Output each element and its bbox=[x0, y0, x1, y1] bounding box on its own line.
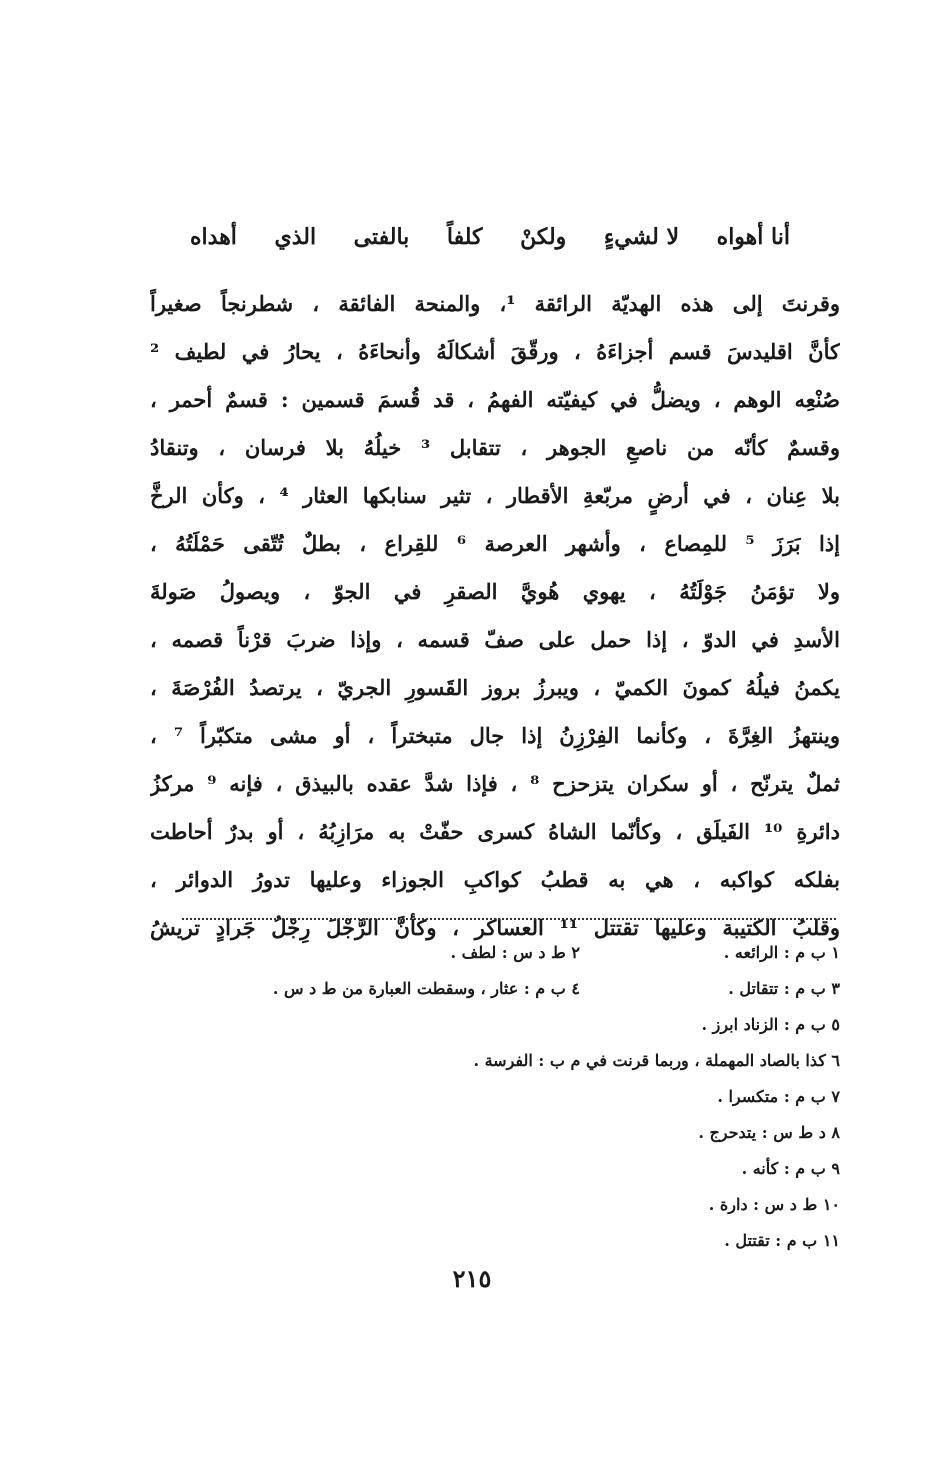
text-line: كأنَّ اقليدسَ قسم أجزاءَهُ ، ورقّقَ أشكالَهُ وأنحاءَهُ ، يحارُ في لطيف ² bbox=[150, 339, 840, 364]
footnote-row bbox=[150, 1151, 840, 1187]
text-line: وقلبُ الكتيبة وعليها تقتتل ¹¹ العساكر ، وكأنَّ الرَّجْلَ رِجْلُ جَرادٍ تريشُ bbox=[150, 915, 840, 940]
verse-word: الذي bbox=[274, 224, 317, 250]
footnote: ٧ ب م : متكسرا . bbox=[717, 1087, 840, 1106]
footnotes bbox=[150, 935, 840, 1259]
footnote: ١ ب م : الرائعه . bbox=[723, 943, 840, 962]
text-line: وينتهزُ الغِرَّةَ ، وكأنما الفِرْزِنُ إذا جال متبختراً ، أو مشى متكبّراً ⁷ ، bbox=[150, 723, 840, 748]
text-line: بفلكه كواكبه ، هي به قطبُ كواكبِ الجوزاء وعليها تدورُ الدوائر ، bbox=[150, 867, 840, 892]
footnote: ٦ كذا بالصاد المهملة ، وربما قرنت في م ب : الفرسة . bbox=[473, 1051, 840, 1070]
text-line: وقسمٌ كأنّه من ناصعِ الجوهر ، تتقابل ³ خيلُهُ بلا فرسان ، وتنقادُ bbox=[150, 435, 840, 460]
text-line: وقرنتَ إلى هذه الهديّة الرائقة ¹، والمنحة الفائقة ، شطرنجاً صغيراً bbox=[150, 291, 840, 316]
poem-verse bbox=[190, 212, 790, 262]
footnote-row bbox=[150, 1079, 840, 1115]
footnote: ٥ ب م : الزناد ابرز . bbox=[701, 1015, 840, 1034]
footnote-row bbox=[150, 1007, 840, 1043]
verse-word: أهداه bbox=[190, 224, 237, 250]
text-line: صُنْعِه الوهم ، ويضلُّ في كيفيّته الفهمُ ، قد قُسمَ قسمين : قسمٌ أحمر ، bbox=[150, 387, 840, 412]
verse-word: بالفتى bbox=[353, 224, 410, 250]
footnote: ٨ د ط س : يتدحرج . bbox=[698, 1123, 840, 1142]
footnote: ٢ ط د س : لطف . bbox=[450, 943, 580, 962]
text-line: إذا بَرَزَ ⁵ للمِصاع ، وأشهر العرصة ⁶ للقِراع ، بطلٌ تُتّقى حَمْلَتُهُ ، bbox=[150, 531, 840, 556]
footnote-row bbox=[150, 1115, 840, 1151]
verse-word: لا لشيءٍ bbox=[603, 224, 680, 250]
footnote: ١٠ ط د س : دارة . bbox=[708, 1195, 840, 1214]
footnote: ١١ ب م : تقتتل . bbox=[724, 1231, 840, 1250]
footnote-row bbox=[150, 971, 840, 1007]
verse-word: ولكنْ bbox=[520, 224, 567, 250]
footnote-row bbox=[150, 935, 840, 971]
footnote: ٣ ب م : تتقاتل . bbox=[728, 979, 840, 998]
footnote-row bbox=[150, 1043, 840, 1079]
footnote-divider bbox=[182, 918, 836, 920]
page-number: ٢١٥ bbox=[452, 1264, 492, 1293]
body-paragraph bbox=[150, 280, 840, 952]
text-line: بلا عِنان ، في أرضٍ مربّعةِ الأقطار ، تثير سنابكها العثار ⁴ ، وكأن الرخَّ bbox=[150, 483, 840, 508]
text-line: ولا تؤمَنُ جَوْلَتُهُ ، يهوي هُويَّ الصقرِ في الجوّ ، ويصولُ صَولةَ bbox=[150, 579, 840, 604]
verse-word: أنا أهواه bbox=[716, 224, 790, 250]
text-line: دائرةِ ¹⁰ الفَيلَق ، وكأنّما الشاهُ كسرى حفّتْ به مرَازِبُهُ ، أو بدرٌ أحاطت bbox=[150, 819, 840, 844]
text-line: يكمنُ فيلُهُ كمونَ الكميّ ، ويبرزُ بروز القَسورِ الجريّ ، يرتصدُ الفُرْصَةَ ، bbox=[150, 675, 840, 700]
text-line: ثملٌ يترنّح ، أو سكران يتزحزح ⁸ ، فإذا شدَّ عقده بالبيذق ، فإنه ⁹ مركزُ bbox=[150, 771, 840, 796]
footnote: ٩ ب م : كأنه . bbox=[741, 1159, 840, 1178]
footnote-row bbox=[150, 1187, 840, 1223]
footnote-row bbox=[150, 1223, 840, 1259]
text-line: الأسدِ في الدوّ ، إذا حمل على صفّ قسمه ، وإذا ضربَ قرْناً قصمه ، bbox=[150, 627, 840, 652]
footnote: ٤ ب م : عثار ، وسقطت العبارة من ط د س . bbox=[272, 979, 580, 998]
verse-word: كلفاً bbox=[446, 224, 483, 250]
